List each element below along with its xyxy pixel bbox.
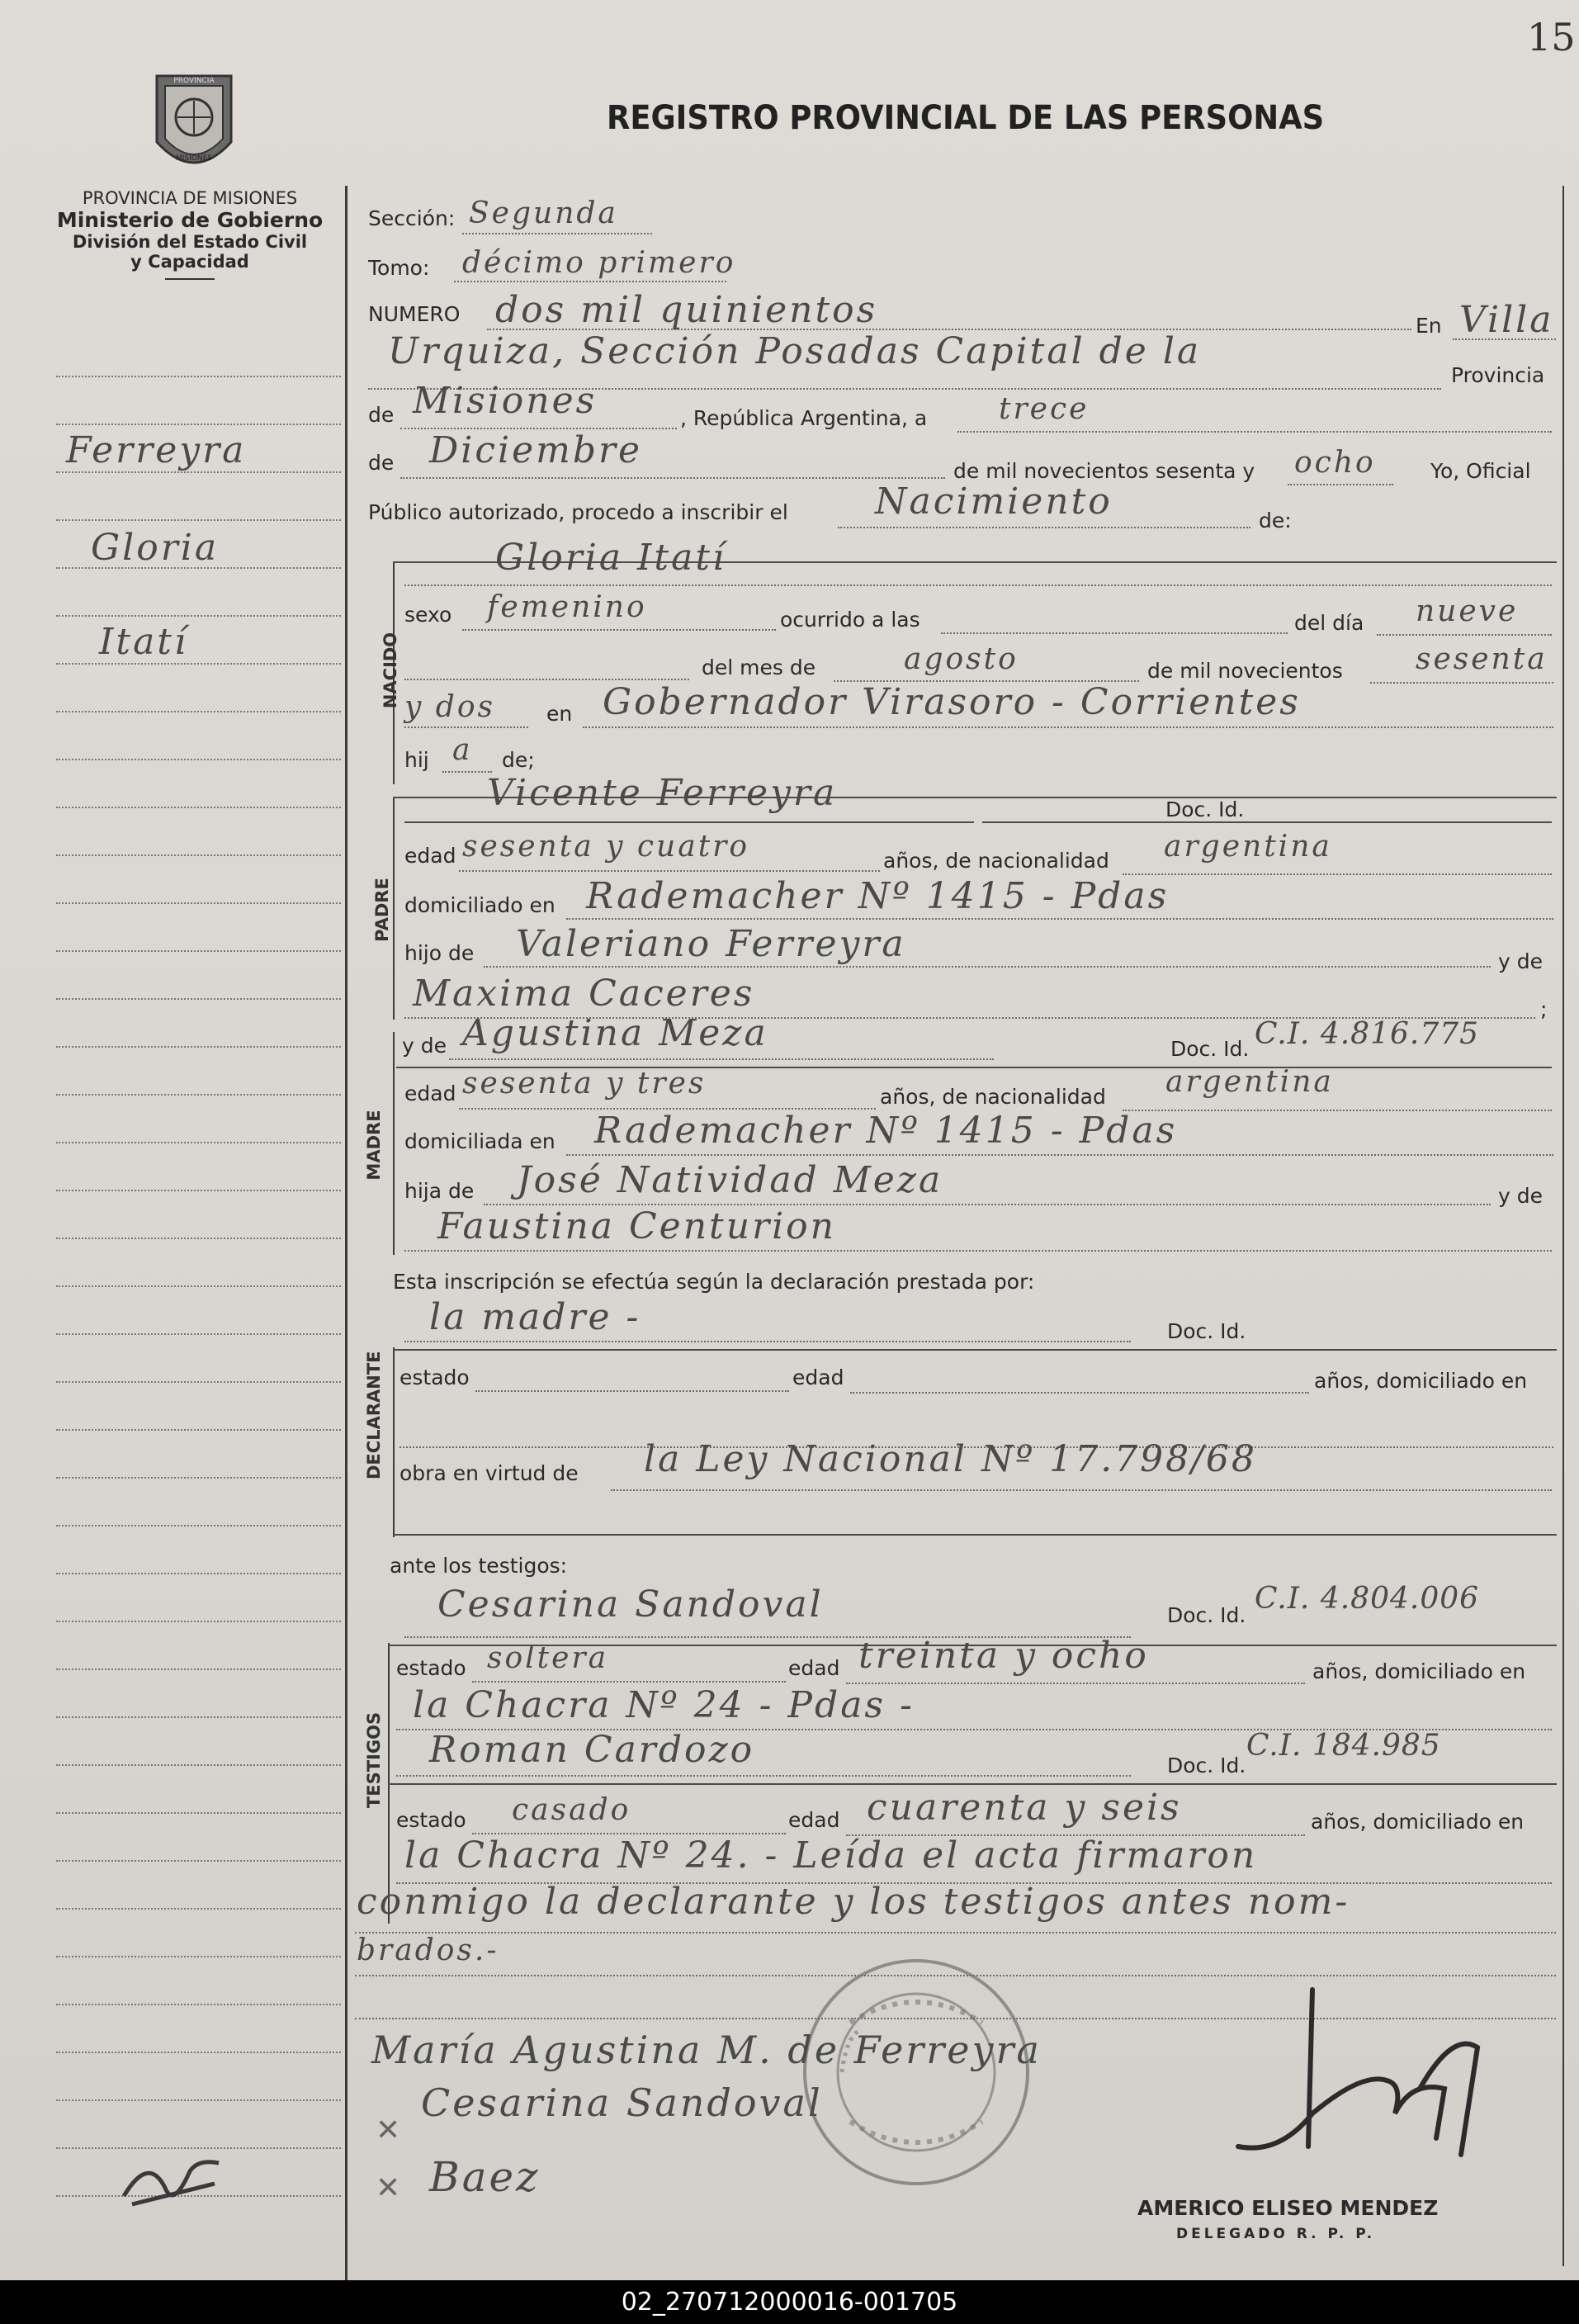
testigo1-nombre: Cesarina Sandoval [437,1583,824,1626]
anio-nac-1: sesenta [1416,642,1548,676]
official-title: DELEGADO R. P. P. [1176,2226,1376,2242]
signature-3: Baez [429,2153,541,2201]
anio-label: de mil novecientos sesenta y [953,459,1255,483]
margin-ruled-line [56,807,341,808]
tomo-value: décimo primero [462,246,736,280]
org-capacity: y Capacidad [130,252,249,272]
de-label: de [368,403,395,427]
declarante-intro: Esta inscripción se efectúa según la declaración prestada por: [393,1270,1035,1294]
declarante-doc-label: Doc. Id. [1167,1319,1246,1343]
testigo2-edad-label: edad [788,1808,840,1832]
signature-2: Cesarina Sandoval [421,2080,823,2125]
padre-semi: ; [1540,997,1548,1021]
seal-text-top: PROVINCIA [173,77,215,85]
padre-hijo-value: Valeriano Ferreyra [516,923,906,965]
testigo2-dom: la Chacra Nº 24. - Leída el acta firmaron [404,1834,1258,1877]
seccion-value: Segunda [469,196,618,230]
official-signature [1213,1981,1510,2183]
sexo-label: sexo [404,603,452,627]
testigo2-estado-value: casado [512,1793,631,1827]
numero-value: dos mil quinientos [495,289,878,331]
org-block [33,188,347,280]
file-caption: 02_270712000016-001705 [0,2280,1579,2324]
en-nac-label: en [546,702,573,726]
margin-ruled-line [56,998,341,1000]
declarante-label: DECLARANTE [364,1351,384,1479]
margin-ruled-line [56,1956,341,1957]
margin-ruled-line [56,1094,341,1096]
en-label: En [1416,314,1442,338]
closing-line1: conmigo la declarante y los testigos antes nom- [357,1881,1350,1923]
madre-hija-label: hija de [404,1179,475,1203]
org-division: División del Estado Civil [72,232,308,252]
madre-doc-label: Doc. Id. [1170,1037,1250,1061]
padre-edad-label: edad [404,844,456,868]
madre-y-de: y de [402,1034,447,1058]
margin-divider [345,186,347,2280]
margin-ruled-line [56,950,341,952]
seal-text-bottom: MISIONES [175,154,213,163]
declarante-bracket [393,1347,395,1537]
madre-label: MADRE [364,1110,384,1181]
dia-nac-value: nueve [1416,594,1519,628]
margin-ruled-line [56,1333,341,1335]
page-title: REGISTRO PROVINCIAL DE LAS PERSONAS [607,99,1325,137]
lugar-nac-value: Gobernador Virasoro - Corrientes [603,681,1301,723]
testigo1-estado-label: estado [396,1656,466,1680]
anio-value: ocho [1294,446,1376,480]
margin-ruled-line [56,1525,341,1526]
testigo2-nombre: Roman Cardozo [429,1729,755,1771]
madre-nac-label: años, de nacionalidad [880,1085,1106,1109]
declarante-anios-label: años, domiciliado en [1314,1369,1528,1393]
closing-line2: brados.- [357,1934,499,1967]
testigo2-anios-label: años, domiciliado en [1311,1810,1525,1834]
margin-ruled-line [56,424,341,425]
official-stamp [792,1948,1040,2196]
mil-label: de mil novecientos [1147,659,1343,683]
x-mark-icon: ✕ [376,2171,401,2205]
madre-bracket [393,1032,395,1255]
de-label-2: de [368,451,395,475]
oficial-label: Yo, Oficial [1430,459,1531,483]
margin-ruled-line [56,519,341,521]
seccion-label: Sección: [368,206,456,230]
margin-ruled-line [56,1285,341,1287]
margin-ruled-line [56,1860,341,1862]
mes-value: Diciembre [429,429,643,471]
declarante-nombre: la madre - [429,1296,641,1338]
de-colon: de: [1259,509,1292,532]
padre-doc-label: Doc. Id. [1165,798,1245,821]
margin-ruled-line [56,1046,341,1048]
hij-de-label: de; [502,748,535,772]
sexo-value: femenino [487,590,647,624]
testigo1-doc-value: C.I. 4.804.006 [1255,1582,1480,1616]
provincia-value: Misiones [413,380,598,422]
obra-value: la Ley Nacional Nº 17.798/68 [644,1438,1257,1480]
madre-hija-value: José Natividad Meza [517,1159,943,1201]
margin-ruled-line [56,854,341,856]
provincial-seal [149,68,239,183]
signature-1: María Agustina M. de Ferreyra [371,2028,1042,2072]
republica-label: , República Argentina, a [680,406,928,430]
page-number: 15 [1527,15,1576,59]
padre-edad-value: sesenta y cuatro [462,830,750,864]
en-value: Villa [1459,299,1554,341]
margin-ruled-line [56,1668,341,1670]
padre-nac-value: argentina [1164,830,1332,864]
ocurrido-label: ocurrido a las [780,608,920,632]
provincia-label: Provincia [1451,363,1545,387]
margin-ruled-line [56,2004,341,2005]
margin-ruled-line [56,1190,341,1191]
margin-ruled-line [56,711,341,712]
testigos-intro: ante los testigos: [390,1554,568,1578]
margin-ruled-line [56,1381,341,1383]
official-name: AMERICO ELISEO MENDEZ [1137,2196,1439,2220]
padre-dom-value: Rademacher Nº 1415 - Pdas [586,875,1170,917]
testigo2-doc-label: Doc. Id. [1167,1754,1246,1777]
org-divider [165,278,215,280]
margin-ruled-line [56,1812,341,1814]
margin-ruled-line [56,376,341,377]
margin-ruled-line [56,2099,341,2101]
numero-label: NUMERO [368,302,461,326]
testigo1-edad-label: edad [788,1656,840,1680]
acto-value: Nacimiento [875,480,1113,523]
madre-dom-value: Rademacher Nº 1415 - Pdas [594,1110,1178,1152]
margin-ruled-line [56,663,341,665]
testigos-label: TESTIGOS [364,1711,384,1809]
margin-initials [116,2147,231,2224]
margin-ruled-line [56,1908,341,1910]
margin-ruled-line [56,2052,341,2053]
margin-ruled-line [56,1716,341,1718]
margin-ruled-line [56,1477,341,1479]
margin-ruled-line [56,1238,341,1239]
madre-doc-value: C.I. 4.816.775 [1255,1017,1480,1051]
margin-name1: Gloria [91,527,220,569]
padre-bracket [393,797,395,1020]
mes-nac-value: agosto [904,642,1019,676]
testigo1-anios-label: años, domiciliado en [1312,1659,1526,1683]
del-mes-label: del mes de [702,656,816,679]
margin-name2: Itatí [99,621,189,663]
testigo2-doc-value: C.I. 184.985 [1246,1729,1441,1763]
madre-dom-label: domiciliada en [404,1129,555,1153]
madre-madre-value: Faustina Centurion [437,1205,836,1247]
madre-nombre: Agustina Meza [462,1012,768,1054]
madre-edad-value: sesenta y tres [462,1067,707,1100]
del-dia-label: del día [1294,611,1364,635]
tomo-label: Tomo: [368,256,430,280]
testigo1-doc-label: Doc. Id. [1167,1603,1246,1627]
padre-nac-label: años, de nacionalidad [883,849,1109,873]
org-ministry: Ministerio de Gobierno [56,208,324,232]
dia-value: trece [999,392,1090,426]
padre-label: PADRE [372,878,392,942]
hij-label: hij [404,748,429,772]
madre-nac-value: argentina [1165,1065,1334,1099]
anio-nac-2: y dos [404,690,495,724]
madre-y-de-2: y de [1498,1184,1543,1208]
declarante-edad-label: edad [792,1366,844,1389]
madre-edad-label: edad [404,1082,456,1105]
testigo1-edad-value: treinta y ocho [858,1635,1149,1677]
testigo1-estado-value: soltera [487,1641,609,1675]
padre-nombre: Vicente Ferreyra [487,772,838,814]
padre-madre-value: Maxima Caceres [413,973,755,1015]
margin-surname: Ferreyra [66,429,247,471]
obra-label: obra en virtud de [399,1461,579,1485]
testigo2-edad-value: cuarenta y seis [867,1787,1182,1829]
testigo2-estado-label: estado [396,1808,466,1832]
x-mark-icon: ✕ [376,2113,401,2147]
publico-label: Público autorizado, procedo a inscribir el [368,500,788,524]
padre-y-de: y de [1498,949,1543,973]
padre-dom-label: domiciliado en [404,893,555,917]
margin-ruled-line [56,759,341,760]
padre-hijo-label: hijo de [404,941,475,965]
margin-ruled-line [56,471,341,473]
margin-ruled-line [56,902,341,904]
org-province: PROVINCIA DE MISIONES [82,188,298,208]
place-line: Urquiza, Sección Posadas Capital de la [388,330,1202,372]
right-border [1562,186,1564,2266]
margin-ruled-line [56,1764,341,1766]
margin-ruled-line [56,1429,341,1431]
margin-ruled-line [56,615,341,617]
margin-ruled-line [56,1621,341,1622]
nacido-label: NACIDO [381,632,400,709]
hij-value: a [452,733,473,767]
nacido-nombre: Gloria Itatí [495,537,727,579]
declarante-estado-label: estado [399,1366,470,1389]
margin-ruled-line [56,1573,341,1574]
testigo1-dom: la Chacra Nº 24 - Pdas - [413,1684,915,1726]
margin-ruled-line [56,1142,341,1143]
